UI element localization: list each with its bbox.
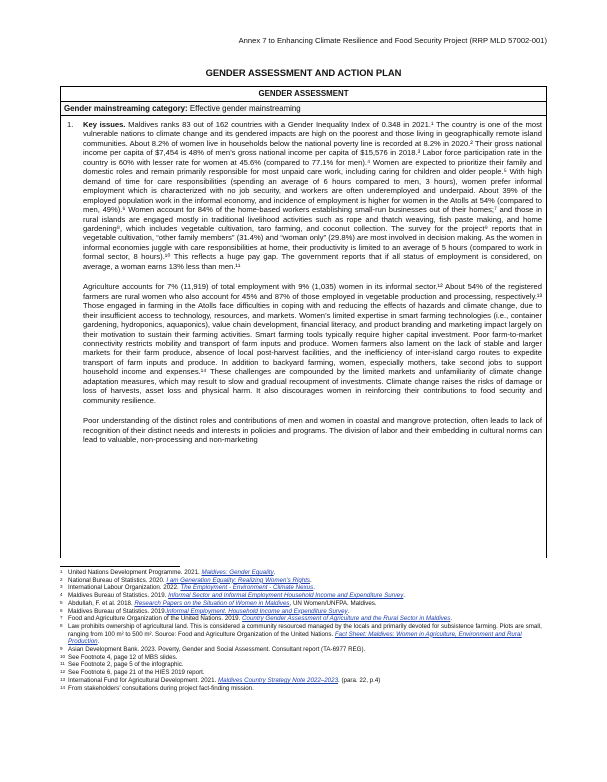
footnote-tail: . [403, 592, 406, 600]
assessment-box [60, 86, 547, 558]
footnote-text: Abdullah, F. et al. 2018. [68, 599, 135, 607]
footnote [60, 569, 546, 577]
category-value: Effective gender mainstreaming [189, 104, 301, 113]
footnote-text: See Footnote 2, page 5 of the infographic. [68, 661, 184, 669]
footnote-number: 10 [60, 653, 66, 659]
footnote-number: 1 [60, 569, 63, 574]
footnote-text: International Fund for Agricultural Development. 2021. [68, 676, 218, 684]
footnote-number: 12 [60, 669, 66, 675]
footnote-link[interactable]: I am Generation Equality: Realizing Women’s Rights [166, 576, 311, 584]
footnote-tail: , UN Women/UNFPA. Maldives. [289, 599, 377, 607]
footnote-number: 4 [60, 592, 63, 598]
footnote-text: Asian Development Bank. 2023. Poverty, Gender and Social Assessment. Consultant report (TA-6977 REG). [68, 646, 366, 654]
footnote-number: 2 [60, 576, 63, 582]
footnote [60, 584, 546, 592]
footnote-link[interactable]: Fact Sheet: Maldives: Women in Agriculture, Environment and Rural Production [68, 630, 522, 646]
box-title: GENDER ASSESSMENT [61, 87, 546, 102]
paragraph-key-issues [83, 120, 542, 271]
paragraph-1-text: Maldives ranks 83 out of 162 countries with a Gender Inequality Index of 0.348 in 2021.¹ The country is one of the most vulnerable nations to climate change and its gendered impacts are high on the poorest and those living in geographically remote island communities. About 8.2% of women live in households below the national poverty line is recorded at 8.2% in 2020.² Their gross national income per capita of $7,454 is 48% of men’s gross national income per capita of $15,576 in 2018.³ Labor force participation rate in the country is 60% with lesser rate for women at 45.6% (compared to 77.1% for men).⁴ Women are expected to prioritize their family and domestic roles and remain primarily responsible for most unpaid care work, including caring for children and older people.⁵ With high demand of time for care responsibilities (spending an average of 6 hours compared to men, 3 hours), women prefer informal employment which is characterized with no job security, and workers are often underemployed and underpaid. About 39% of the employed population work in the informal economy, and incidence of employment is higher for women in the Atolls at 54% (compared to men, 49%).⁶ Women account for 84% of the home-based workers establishing small-run businesses out of their homes;⁷ and those in rural islands are engaged mostly in traditional livelihood activities such as rope and thatch weaving, fish paste making, and home gardening⁸, which includes vegetable cultivation, taro farming, and coconut collection. The survey for the project⁹ reports that in vegetable cultivation, “other family members” (31.4%) and “woman only” (29.8%) are most involved in decision making. As the women in informal economies juggle with care responsibilities at home, their productivity is limited to an average of 5 hours (compared to work in formal sector, 8 hours).¹⁰ This reflects a huge pay gap. The government reports that if all status of employment is considered, on average, a woman earns 13% less than men.¹¹ [83, 120, 542, 271]
footnote-number: 8 [60, 622, 63, 628]
footnote-number: 5 [60, 599, 63, 605]
footnote-link[interactable]: Maldives: Gender Equality [201, 569, 274, 576]
footnote [60, 685, 546, 693]
footnote [60, 669, 546, 677]
footnote-link[interactable]: The Employment - Environment - Climate Nexus [180, 584, 314, 592]
footnote-text: Maldives Bureau of Statistics. 2019. [68, 592, 169, 600]
footnote-text: Food and Agriculture Organization of the United Nations. 2019. [68, 615, 243, 623]
paragraph-lead: Key issues. [83, 120, 126, 129]
footnote-tail: . [97, 638, 100, 646]
footnote-text: See Footnote 4, page 12 of MBS slides. [68, 653, 178, 661]
footnote-number: 6 [60, 607, 63, 613]
footnote [60, 654, 546, 662]
footnote-number: 3 [60, 584, 63, 590]
footnote-text: United Nations Development Programme. 2021. [68, 569, 202, 576]
footnote-text: See Footnote 6, page 21 of the HIES 2019 report. [68, 669, 205, 677]
footnote-number: 7 [60, 615, 63, 621]
footnote-number: 14 [60, 684, 66, 690]
footnote-text: Law prohibits ownership of agricultural land. This is considered a community resourced managed by the locals and primarily devoted for subsistence farming. Plots are small, ranging from 100 m² to 500 m². Source: Food and Agriculture Organization of the United Nations. [68, 622, 542, 638]
footnote-number: 9 [60, 646, 63, 652]
item-number: 1. [67, 120, 74, 129]
footnote-tail: . [273, 569, 276, 576]
footnote-text: International Labour Organization. 2022. [68, 584, 181, 592]
footnote [60, 661, 546, 669]
footnote-tail: . [347, 607, 350, 615]
footnote [60, 623, 546, 646]
footnote-tail: . [310, 576, 312, 584]
page-header: Annex 7 to Enhancing Climate Resilience and Food Security Project (RRP MLD 57002-001) [238, 36, 547, 45]
footnote [60, 608, 546, 616]
footnote [60, 577, 546, 585]
footnote-number: 11 [60, 661, 65, 667]
document-title: GENDER ASSESSMENT AND ACTION PLAN [205, 67, 402, 78]
footnote-number: 13 [60, 676, 66, 682]
footnote-text: From stakeholders’ consultations during project fact-finding mission. [68, 684, 254, 692]
footnote [60, 592, 546, 600]
footnote-divider [60, 566, 180, 567]
footnote-text: National Bureau of Statistics. 2020. [68, 576, 167, 584]
footnote-link[interactable]: Informal Employment. Household Income and Expenditure Survey [166, 607, 348, 615]
category-row [61, 102, 546, 116]
category-label: Gender mainstreaming category: [64, 104, 188, 113]
footnote-tail: . [313, 584, 315, 592]
item-1 [61, 116, 546, 445]
footnote-link[interactable]: Informal Sector and Informal Employment Household Income and Expenditure Survey [168, 592, 404, 600]
footnote-tail: . [450, 615, 453, 623]
footnote [60, 615, 546, 623]
footnote-text: Maldives Bureau of Statistics. 2019. [68, 607, 167, 615]
paragraph-3: Poor understanding of the distinct roles and contributions of men and women in coastal and mangrove protection, often leads to lack of recognition of their distinct needs and interests in policies and programs. The division of labor and their embedding in cultural norms can lead to valuable, non-processing and non-marketing [83, 416, 542, 445]
paragraph-2: Agriculture accounts for 7% (11,919) of total employment with 9% (1,035) women in its informal sector.¹² About 54% of the registered farmers are rural women who also account for 45% and 87% of those employed in vegetable production and processing, respectively.¹³ Those engaged in farming in the Atolls face difficulties in coping with and reducing the effects of hazards and climate change, due to their insufficient access to technology, resources, and markets. Women’s limited expertise in smart farming technologies (i.e., container gardening, hydroponics, aquaponics), value chain development, financial literacy, and product branding and marketing impact largely on their motivation to sustain their farming activities. Smart farming tools typically require higher capital investment. Poor farm-to-market connectivity restricts mobility and transport of farm inputs and produce. Women farmers also lament on the lack of stable and larger markets for their farm produce, absence of local post-harvest facilities, and the inefficiency of inter-island cargo routes to expedite transport of farm inputs and produce. In addition to backyard farming, women, especially mothers, take second jobs to support household income and expenses.¹⁴ These challenges are compounded by the limited markets and unfamiliarity of climate change adaptation measures, which may result to slow and gradual recoupment of investments. Climate change raises the risks of damage or loss of harvests, asset loss and physical harm. It also discourages women in reinforcing their contributions to food security and community resilience. [83, 282, 542, 405]
footnote [60, 677, 546, 685]
footnote-link[interactable]: Maldives Country Strategy Note 2022–2023 [217, 676, 339, 684]
footnotes [60, 569, 546, 692]
footnote-link[interactable]: Country Gender Assessment of Agriculture and the Rural Sector in Maldives [242, 615, 451, 623]
footnote-tail: . (para. 22, p.4) [338, 676, 381, 684]
footnote [60, 600, 546, 608]
footnote [60, 646, 546, 654]
footnote-link[interactable]: Research Papers on the Situation of Women in Maldives [134, 599, 290, 607]
